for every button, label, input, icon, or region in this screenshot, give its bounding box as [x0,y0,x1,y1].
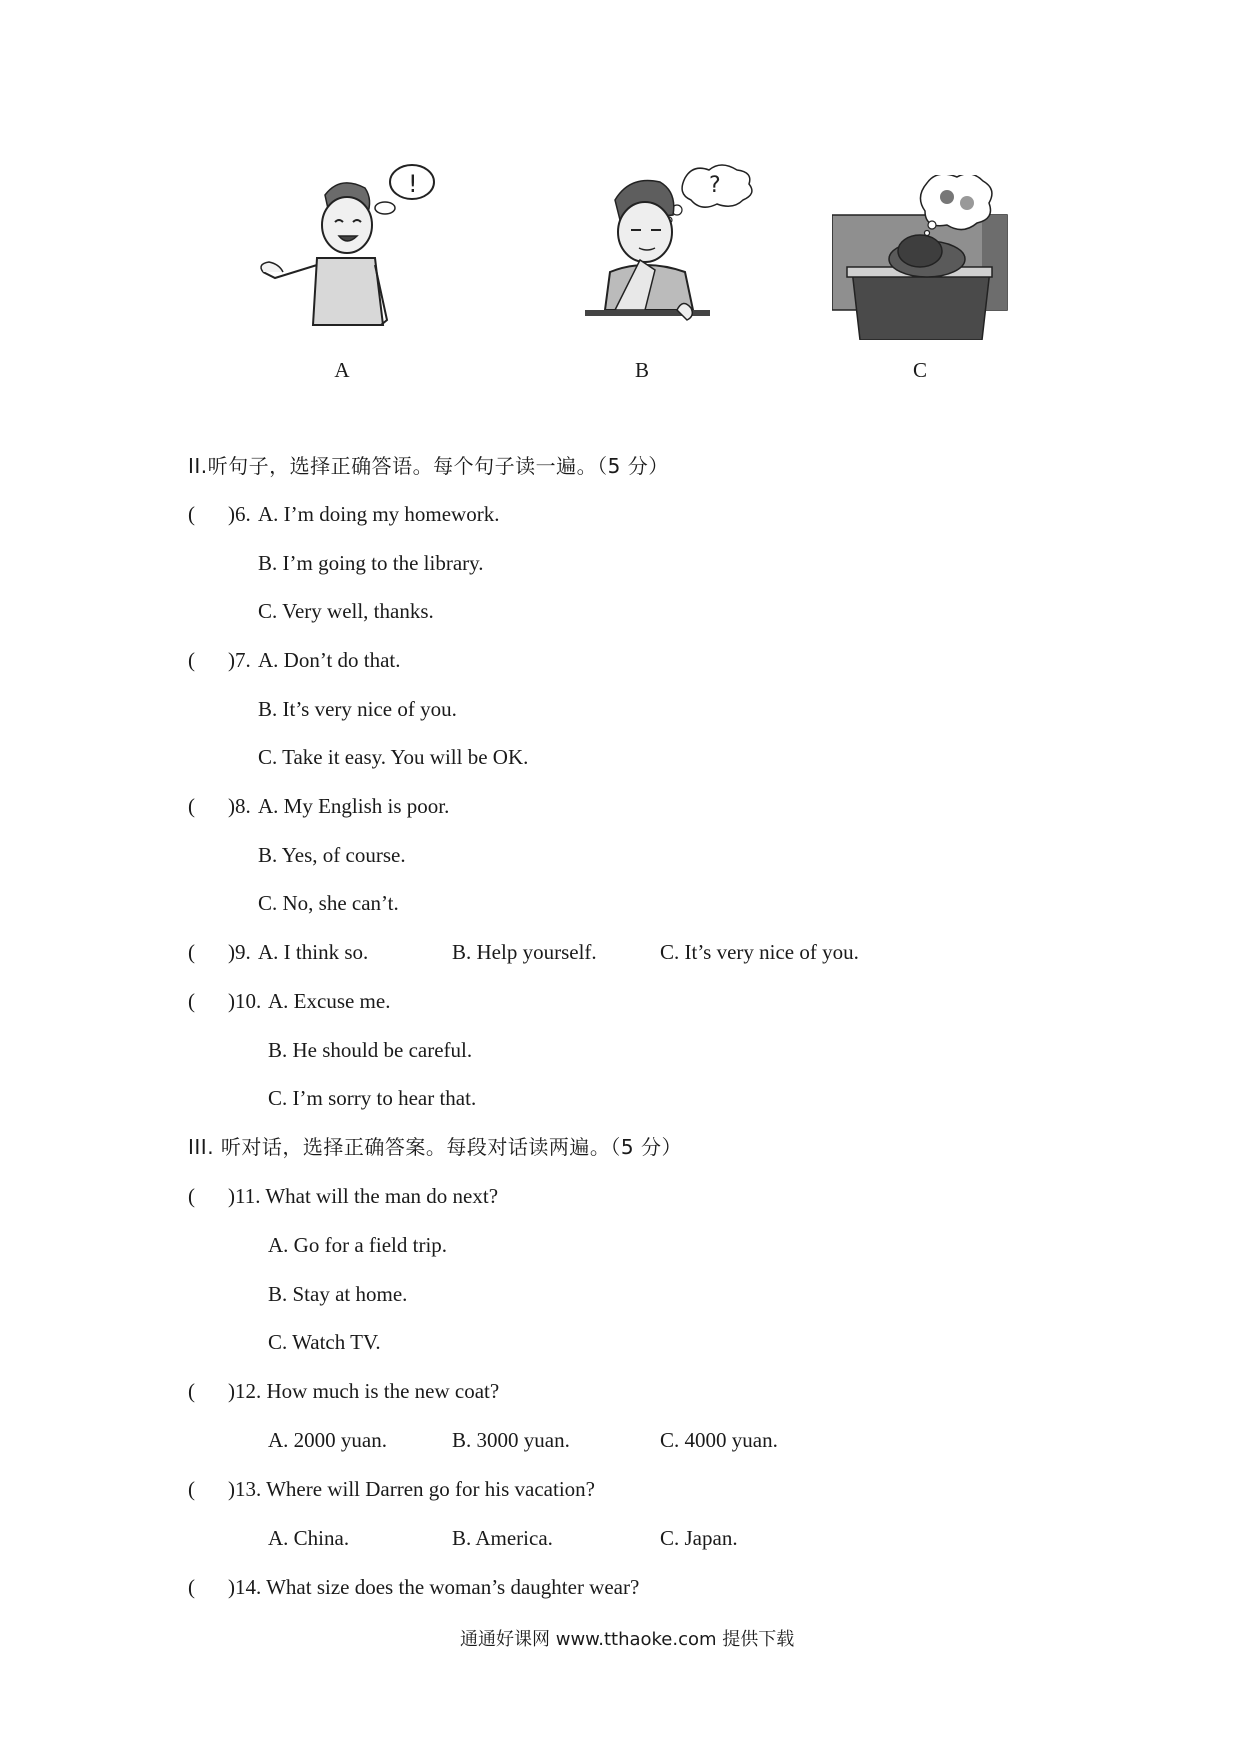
svg-text:?: ? [709,173,721,198]
answer-bracket[interactable]: ( [188,1477,195,1501]
boy-thinking-icon [585,160,765,335]
option-a: A. I think so. [258,940,369,964]
option-b: B. 3000 yuan. [452,1428,570,1452]
option-b: B. It’s very nice of you. [258,697,457,721]
question-number: )10. [228,989,262,1013]
answer-bracket[interactable]: ( [188,502,195,526]
option-a: A. 2000 yuan. [268,1428,387,1452]
option-a: A. China. [268,1526,350,1550]
option-c: C. 4000 yuan. [660,1428,778,1452]
question-stem: )13. Where will Darren go for his vacation? [228,1477,595,1501]
answer-bracket[interactable]: ( [188,648,195,672]
option-b: B. America. [452,1526,553,1550]
section-2-heading: II.听句子，选择正确答语。每个句子读一遍。（5 分） [188,454,669,478]
picture-label-c: C [912,358,927,382]
option-a: A. My English is poor. [258,794,450,818]
svg-text:!: ! [408,170,418,198]
option-c: C. No, she can’t. [258,891,399,915]
boy-sleeping-at-desk-icon [832,175,1012,340]
option-c: C. I’m sorry to hear that. [268,1086,477,1110]
option-b: B. He should be careful. [268,1038,473,1062]
question-stem: )12. How much is the new coat? [228,1379,500,1403]
boy-exclaiming-icon [255,160,435,335]
option-a: A. Go for a field trip. [268,1233,448,1257]
picture-label-b: B [634,358,649,382]
answer-bracket[interactable]: ( [188,1379,195,1403]
option-c: C. Very well, thanks. [258,599,434,623]
question-number: )6. [228,502,251,526]
question-number: )8. [228,794,251,818]
option-b: B. Stay at home. [268,1282,408,1306]
option-a: A. Excuse me. [268,989,391,1013]
option-a: A. I’m doing my homework. [258,502,500,526]
answer-bracket[interactable]: ( [188,1575,195,1599]
question-stem: )11. What will the man do next? [228,1184,499,1208]
option-c: C. It’s very nice of you. [660,940,859,964]
option-b: B. I’m going to the library. [258,551,484,575]
answer-bracket[interactable]: ( [188,940,195,964]
option-b: B. Help yourself. [452,940,597,964]
option-c: C. Watch TV. [268,1330,381,1354]
section-3-heading: III. 听对话，选择正确答案。每段对话读两遍。（5 分） [188,1135,682,1159]
question-stem: )14. What size does the woman’s daughter wear? [228,1575,640,1599]
footer-credit: 通通好课网 www.tthaoke.com 提供下载 [460,1629,795,1650]
option-b: B. Yes, of course. [258,843,406,867]
option-a: A. Don’t do that. [258,648,401,672]
question-number: )7. [228,648,251,672]
answer-bracket[interactable]: ( [188,1184,195,1208]
answer-bracket[interactable]: ( [188,989,195,1013]
option-c: C. Japan. [660,1526,738,1550]
option-c: C. Take it easy. You will be OK. [258,745,529,769]
picture-label-a: A [334,358,350,382]
question-number: )9. [228,940,251,964]
answer-bracket[interactable]: ( [188,794,195,818]
